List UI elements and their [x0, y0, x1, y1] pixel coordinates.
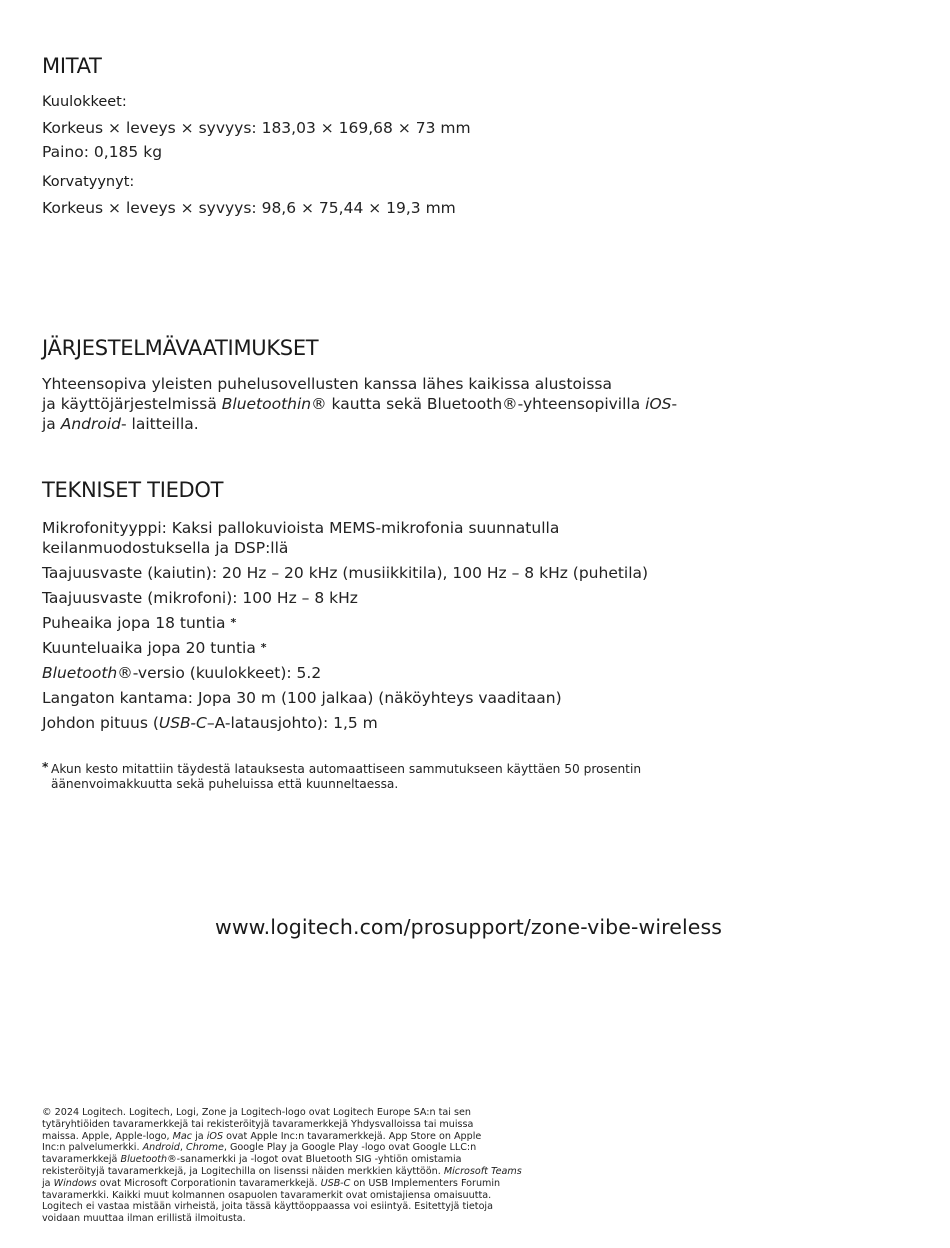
legal-text: ja	[42, 1177, 54, 1189]
legal-italic: Android	[142, 1142, 180, 1154]
legal-line	[42, 1177, 501, 1190]
spec-bt-italic: Bluetooth	[42, 664, 118, 682]
spec-freq-mic: Taajuusvaste (mikrofoni): 100 Hz – 8 kHz	[42, 589, 358, 607]
legal-text: on USB Implementers Forumin	[350, 1177, 501, 1189]
spec-mic-type-line-2: keilanmuodostuksella ja DSP:llä	[42, 539, 289, 557]
requirements-heading: JÄRJESTELMÄVAATIMUKSET	[42, 336, 319, 360]
legal-italic: Mac	[172, 1130, 193, 1142]
spec-bt-text: ®-versio (kuulokkeet): 5.2	[117, 664, 322, 682]
headphones-label: Kuulokkeet:	[42, 94, 127, 110]
req-text: - laitteilla.	[121, 415, 199, 433]
footnote-asterisk: *	[42, 760, 49, 774]
spec-bt-version	[42, 663, 648, 683]
legal-text: rekisteröityjä tavaramerkkejä, ja Logitechilla on lisenssi näiden merkkien käyttöön.	[42, 1165, 444, 1177]
specs-heading: TEKNISET TIEDOT	[42, 478, 224, 502]
spec-range: Langaton kantama: Jopa 30 m (100 jalkaa) (näköyhteys vaaditaan)	[42, 689, 562, 707]
headphones-dimensions: Korkeus × leveys × syvyys: 183,03 × 169,68 × 73 mm	[42, 119, 471, 137]
legal-line: Logitech ei vastaa mistään virheistä, joita tässä käyttöoppaassa voi esiintyä. Esitettyjä tietoja	[42, 1201, 493, 1213]
legal-text: maissa. Apple, Apple-logo,	[42, 1130, 173, 1142]
footnote-marker: *	[230, 616, 237, 629]
spec-talk-time	[42, 613, 648, 633]
req-ios-italic: iOS	[645, 395, 672, 413]
requirements-line-3	[42, 414, 677, 434]
spec-mic-type-line-1: Mikrofonityyppi: Kaksi pallokuvioista MEMS-mikrofonia suunnatulla	[42, 519, 560, 537]
legal-line	[42, 1165, 522, 1178]
legal-italic: Chrome	[186, 1142, 224, 1154]
earpads-label: Korvatyynyt:	[42, 174, 135, 190]
footnote-line-2: äänenvoimakkuutta sekä puheluissa että kuunneltaessa.	[51, 776, 399, 791]
headphones-weight: Paino: 0,185 kg	[42, 143, 163, 161]
legal-text: tavaramerkkejä	[42, 1154, 121, 1166]
legal-line: voidaan muuttaa ilman erillistä ilmoitusta.	[42, 1213, 246, 1225]
legal-italic: USB-C	[320, 1177, 351, 1189]
requirements-line-2	[42, 394, 677, 414]
dimensions-section	[42, 54, 471, 218]
earpads-dimensions: Korkeus × leveys × syvyys: 98,6 × 75,44 × 19,3 mm	[42, 199, 456, 217]
spec-cable-text: –A-latausjohto): 1,5 m	[206, 714, 378, 732]
footnote-text	[42, 762, 641, 791]
req-text: ja	[42, 415, 61, 433]
legal-text: ®-sanamerkki ja -logot ovat Bluetooth SIG -yhtiön omistamia	[167, 1154, 462, 1166]
req-android-italic: Android	[60, 415, 122, 433]
req-text: ® kautta sekä Bluetooth®-yhteensopivilla	[311, 395, 646, 413]
requirements-section	[42, 336, 677, 434]
req-text: ja käyttöjärjestelmissä	[42, 395, 222, 413]
specs-section	[42, 478, 648, 733]
legal-line: © 2024 Logitech. Logitech, Logi, Zone ja Logitech-logo ovat Logitech Europe SA:n tai sen	[42, 1107, 471, 1118]
legal-line	[42, 1142, 482, 1154]
legal-italic: Microsoft Teams	[443, 1165, 522, 1177]
specs-list	[42, 518, 648, 733]
legal-text: ,	[179, 1142, 186, 1154]
spec-talk-time-text: Puheaika jopa 18 tuntia	[42, 614, 226, 632]
legal-line: tytäryhtiöiden tavaramerkkejä tai rekisteröityjä tavaramerkkejä Yhdysvalloissa tai muissa	[42, 1118, 474, 1130]
footnote	[42, 762, 641, 791]
footnote-line-1: Akun kesto mitattiin täydestä latauksesta automaattiseen sammutukseen käyttäen 50 prosentin	[51, 762, 642, 776]
legal-line: tavaramerkki. Kaikki muut kolmannen osapuolen tavaramerkit ovat omistajiensa omaisuutta.	[42, 1189, 492, 1201]
spec-cable-text: Johdon pituus (	[42, 714, 159, 732]
spec-usbc-italic: USB-C	[158, 714, 207, 732]
legal-text: ovat Apple Inc:n tavaramerkkejä. App Store on Apple	[223, 1130, 482, 1142]
spec-freq-speaker: Taajuusvaste (kaiutin): 20 Hz – 20 kHz (musiikkitila), 100 Hz – 8 kHz (puhetila)	[42, 564, 649, 582]
requirements-text	[42, 374, 677, 434]
req-text: -	[671, 395, 678, 413]
requirements-line-1: Yhteensopiva yleisten puhelusovellusten kanssa lähes kaikissa alustoissa	[42, 375, 612, 393]
legal-notice	[42, 1107, 522, 1225]
req-bluetooth-italic: Bluetoothin	[221, 395, 312, 413]
spec-listen-time	[42, 638, 648, 658]
legal-italic: Windows	[53, 1177, 97, 1189]
legal-text: ovat Microsoft Corporationin tavaramerkkejä.	[96, 1177, 321, 1189]
legal-line	[42, 1131, 482, 1143]
legal-line	[42, 1154, 482, 1166]
spec-cable	[42, 713, 648, 733]
legal-text: , Google Play ja Google Play -logo ovat Google LLC:n	[223, 1142, 477, 1154]
legal-italic: iOS	[206, 1130, 224, 1142]
support-url[interactable]: www.logitech.com/prosupport/zone-vibe-wireless	[214, 915, 723, 939]
legal-text: Inc:n palvelumerkki.	[42, 1142, 143, 1154]
spec-listen-time-text: Kuunteluaika jopa 20 tuntia	[42, 639, 256, 657]
legal-italic: Bluetooth	[120, 1154, 168, 1166]
footnote-marker: *	[260, 641, 267, 654]
dimensions-heading: MITAT	[42, 54, 102, 78]
legal-text: ja	[192, 1130, 207, 1142]
